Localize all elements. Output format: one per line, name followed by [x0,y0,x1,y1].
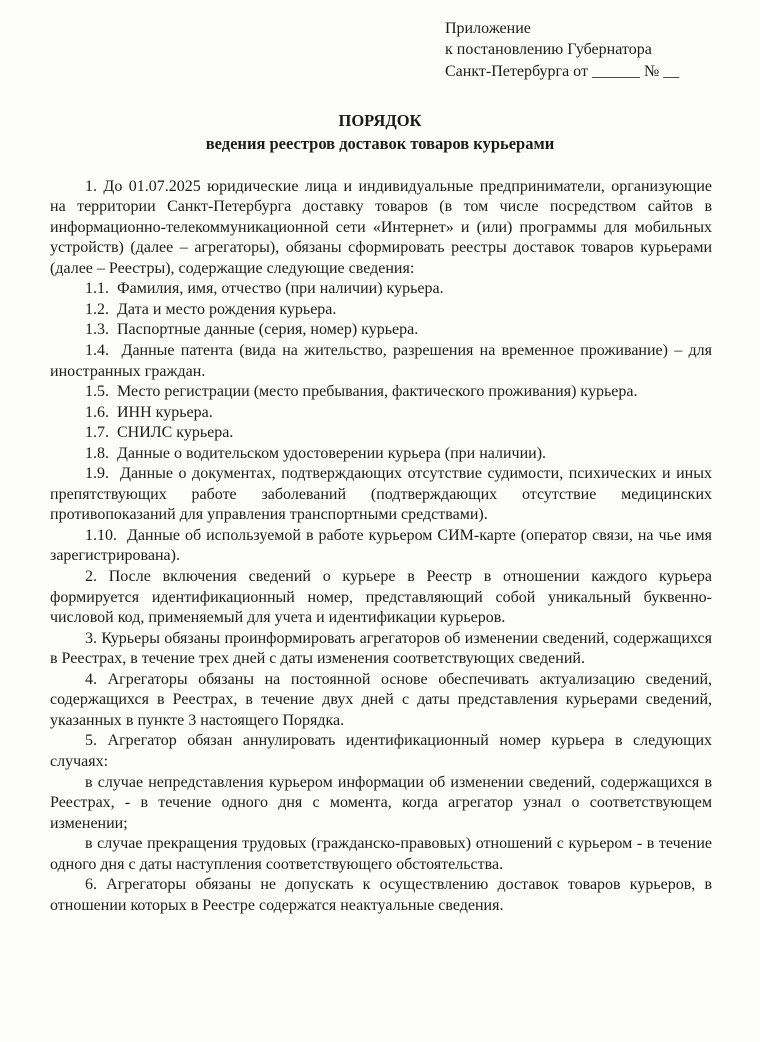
reference-line-3: Санкт-Петербурга от ______ № __ [445,62,680,80]
paragraph-2: 2. После включения сведений о курьере в Реестр в отношении каждого курьера формируется идентификационный номер, представляющий собой уникальный буквенно-числовой код, применяемый для учета и идентификации курьеров. [50,568,712,627]
list-item-1-2: 1.2. Дата и место рождения курьера. [85,300,337,318]
paragraph-5-case-1: в случае непредставления курьером информации об изменении сведений, содержащихся в Реестрах, - в течение одного дня с момента, когда агрегатор узнал о соответствующем изменении; [50,773,712,832]
reference-line-2: к постановлению Губернатора [445,41,652,59]
paragraph-6: 6. Агрегаторы обязаны не допускать к осуществлению доставок товаров курьеров, в отношении которых в Реестре содержатся неактуальные сведения. [50,876,712,914]
paragraph-4: 4. Агрегаторы обязаны на постоянной основе обеспечивать актуализацию сведений, содержащихся в Реестрах, в течение двух дней с даты представления курьерами сведений, указанных в пункте 3 настоящего Порядка. [50,670,712,729]
list-item-1-3: 1.3. Паспортные данные (серия, номер) курьера. [85,321,419,339]
appendix-reference [445,18,740,82]
document-title: ПОРЯДОК [338,110,422,130]
list-item-1-7: 1.7. СНИЛС курьера. [85,424,234,442]
list-item-1-9: 1.9. Данные о документах, подтверждающих отсутствие судимости, психических и иных препятствующих работе заболеваний (подтверждающих отсутствие медицинских противопоказаний для управления транспортными средствами). [50,465,712,524]
list-item-1-4: 1.4. Данные патента (вида на жительство, разрешения на временное проживание) – для иностранных граждан. [50,342,712,380]
document-title-block [0,109,760,156]
list-item-1-6: 1.6. ИНН курьера. [85,403,213,421]
paragraph-5-case-2: в случае прекращения трудовых (гражданско-правовых) отношений с курьером - в течение одного дня с даты наступления соответствующего обстоятельства. [50,835,712,873]
paragraph-1: 1. До 01.07.2025 юридические лица и индивидуальные предприниматели, организующие на территории Санкт-Петербурга доставку товаров (в том числе посредством сайтов в информационно-телекоммуникационной сети «Интернет» и (или) программы для мобильных устройств) (далее – агрегаторы), обязаны сформировать реестры доставок товаров курьерами (далее – Реестры), содержащие следующие сведения: [50,177,712,277]
list-item-1-10: 1.10. Данные об используемой в работе курьером СИМ-карте (оператор связи, на чье имя зарегистрирована). [50,526,712,565]
paragraph-3: 3. Курьеры обязаны проинформировать агрегаторов об изменении сведений, содержащихся в Реестрах, в течение трех дней с даты изменения соответствующих сведений. [50,629,712,668]
document-subtitle: ведения реестров доставок товаров курьерами [205,134,555,154]
list-item-1-5: 1.5. Место регистрации (место пребывания, фактического проживания) курьера. [85,383,638,401]
list-item-1-8: 1.8. Данные о водительском удостоверении курьера (при наличии). [85,444,547,462]
list-item-1-1: 1.1. Фамилия, имя, отчество (при наличии) курьера. [85,280,444,298]
paragraph-5: 5. Агрегатор обязан аннулировать идентификационный номер курьера в следующих случаях: [50,732,712,770]
reference-line-1: Приложение [445,20,531,37]
document-body [50,177,712,917]
